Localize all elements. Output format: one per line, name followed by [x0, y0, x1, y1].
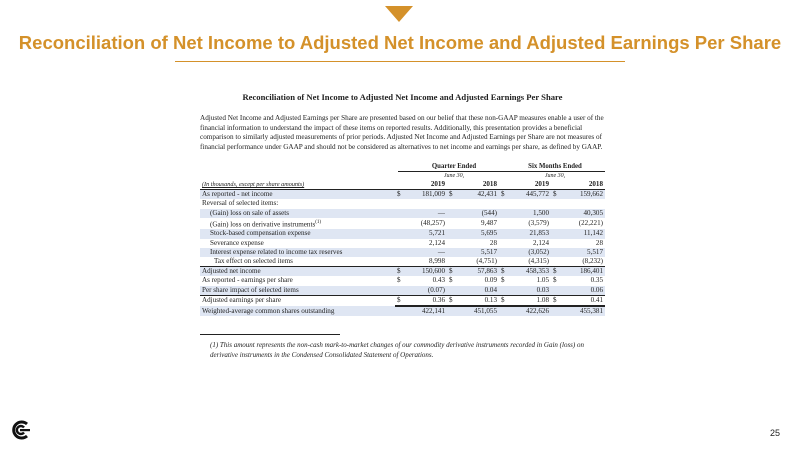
footnote: (1) This amount represents the non-cash mark-to-market changes of our commodity derivative instruments recorded in Gain (loss) on derivative instruments in the Condensed Consolidated Statement of Operations. — [210, 341, 584, 359]
cell-value: 5,517 — [560, 248, 605, 257]
currency-symbol — [395, 248, 404, 257]
period-sub: June 30, — [443, 173, 465, 179]
row-label-text: Weighted-average common shares outstanding — [202, 306, 335, 315]
table-row — [200, 248, 605, 257]
header-year: 2019 — [404, 180, 447, 190]
row-label — [200, 209, 395, 218]
cell-value: 0.41 — [560, 295, 605, 306]
cell-value: 5,721 — [404, 229, 447, 238]
currency-symbol: $ — [397, 276, 401, 285]
table-row — [200, 257, 605, 267]
table-row — [200, 286, 605, 296]
currency-symbol — [447, 209, 456, 218]
cell-value: (8,232) — [582, 256, 603, 265]
cell-value: (4,315) — [528, 256, 549, 265]
cell-value: 0.13 — [456, 295, 499, 306]
cell-value: 159,662 — [560, 190, 605, 200]
row-label — [200, 218, 395, 230]
cell-value: 181,009 — [404, 190, 447, 200]
cell-value: 2,124 — [533, 238, 549, 247]
currency-symbol: $ — [553, 276, 557, 285]
footnote-marker: (1) — [315, 219, 322, 225]
company-logo-icon — [11, 420, 31, 440]
row-label-text: Adjusted earnings per share — [202, 296, 281, 305]
row-label-text: Adjusted net income — [202, 267, 261, 276]
currency-symbol — [551, 229, 560, 238]
currency-symbol — [395, 229, 404, 238]
table-row — [200, 295, 605, 306]
currency-symbol: $ — [501, 276, 505, 285]
currency-symbol — [499, 306, 508, 316]
row-label — [200, 248, 395, 257]
cell-value: (0.07) — [404, 286, 447, 296]
currency-symbol — [447, 248, 456, 257]
currency-symbol: $ — [551, 295, 560, 306]
cell-value: 8,998 — [429, 256, 445, 265]
cell-value: (4,751) — [476, 256, 497, 265]
cell-value: 422,141 — [404, 306, 447, 316]
cell-value: (48,257) — [420, 218, 445, 227]
title-divider — [175, 61, 625, 62]
period-label: Six Months Ended — [505, 163, 605, 172]
cell-value: 451,055 — [456, 306, 499, 316]
row-label-text: Tax effect on selected items — [214, 256, 293, 265]
currency-symbol — [551, 239, 560, 248]
cell-value: 0.04 — [456, 286, 499, 296]
cell-value: 28 — [489, 238, 497, 247]
table-row — [200, 218, 605, 230]
currency-symbol: $ — [499, 295, 508, 306]
table-row — [200, 306, 605, 316]
table-row — [200, 209, 605, 218]
currency-symbol — [395, 199, 404, 208]
row-label — [200, 306, 395, 316]
table-header-row — [200, 180, 605, 190]
currency-symbol: $ — [395, 295, 404, 306]
currency-symbol — [499, 218, 508, 230]
currency-symbol — [551, 248, 560, 257]
currency-symbol: $ — [449, 276, 453, 285]
cell-value: 0.09 — [484, 276, 497, 285]
cell-value: 0.35 — [590, 276, 603, 285]
row-label-text: As reported - earnings per share — [202, 276, 293, 285]
cell-value: 11,142 — [560, 229, 605, 238]
header-year: 2018 — [456, 180, 499, 190]
cell-value: 0.06 — [560, 286, 605, 296]
row-label — [200, 199, 395, 208]
cell-value: 422,626 — [508, 306, 551, 316]
cell-value: 2,124 — [429, 238, 445, 247]
currency-symbol — [551, 218, 560, 230]
header-triangle-icon — [385, 6, 413, 22]
row-label-text: Stock-based compensation expense — [210, 229, 311, 238]
row-label — [200, 190, 395, 200]
currency-symbol: $ — [395, 267, 404, 277]
cell-value: 445,772 — [508, 190, 551, 200]
cell-value: 5,695 — [456, 229, 499, 238]
row-label-text: Per share impact of selected items — [202, 285, 299, 294]
cell-value: (22,221) — [578, 218, 603, 227]
row-label-text: Interest expense related to income tax reserves — [210, 247, 343, 256]
cell-value: 9,487 — [481, 218, 497, 227]
currency-symbol: $ — [551, 267, 560, 277]
cell-value: 42,431 — [456, 190, 499, 200]
currency-symbol: $ — [447, 295, 456, 306]
cell-value: (3,579) — [528, 218, 549, 227]
cell-value: 57,863 — [456, 267, 499, 277]
currency-symbol: $ — [447, 267, 456, 277]
header-units-label: (In thousands, except per share amounts) — [200, 180, 395, 190]
header-year: 2018 — [560, 180, 605, 190]
period-sub: June 30, — [544, 173, 566, 179]
document-paragraph: Adjusted Net Income and Adjusted Earnings per Share are presented based on our belief that these non-GAAP measures enable a user of the financial information to understand the impact of these items on reported results. Additionally, this presentation provides a beneficial comparison to similarly adjusted measurements of prior periods. Adjusted Net Income and Adjusted Earnings per Share are not measures of financial performance under GAAP and should not be considered as alternatives to net income and earnings per share, as defined by GAAP. — [200, 114, 604, 151]
currency-symbol: $ — [447, 190, 456, 200]
row-label — [200, 295, 395, 306]
currency-symbol — [447, 306, 456, 316]
currency-symbol: $ — [551, 190, 560, 200]
currency-symbol — [551, 257, 560, 267]
cell-value: 21,853 — [508, 229, 551, 238]
cell-value — [508, 199, 551, 208]
period-header-six-months — [505, 163, 605, 180]
document-excerpt — [200, 92, 605, 152]
row-label — [200, 267, 395, 277]
currency-symbol — [447, 229, 456, 238]
header-year: 2019 — [508, 180, 551, 190]
currency-symbol — [447, 218, 456, 230]
cell-value: 458,353 — [508, 267, 551, 277]
currency-symbol — [395, 306, 404, 316]
footnote-divider — [200, 334, 340, 335]
row-label-text: (Gain) loss on derivative instruments — [210, 220, 316, 229]
row-label — [200, 257, 395, 267]
currency-symbol: $ — [499, 190, 508, 200]
cell-value: — — [404, 209, 447, 218]
cell-value: 186,401 — [560, 267, 605, 277]
cell-value: 1,500 — [508, 209, 551, 218]
cell-value: 455,381 — [560, 306, 605, 316]
cell-value: 5,517 — [456, 248, 499, 257]
document-title: Reconciliation of Net Income to Adjusted Net Income and Adjusted Earnings Per Share — [242, 92, 563, 102]
reconciliation-table — [200, 180, 605, 316]
currency-symbol: $ — [395, 190, 404, 200]
table-row — [200, 276, 605, 285]
currency-symbol — [395, 218, 404, 230]
row-label — [200, 286, 395, 296]
row-label — [200, 239, 395, 248]
period-header-quarter — [398, 163, 510, 180]
row-label — [200, 229, 395, 238]
row-label-text: Reversal of selected items: — [202, 199, 279, 208]
cell-value: 1.05 — [536, 276, 549, 285]
cell-value: 40,305 — [560, 209, 605, 218]
currency-symbol — [551, 209, 560, 218]
cell-value: 0.03 — [508, 286, 551, 296]
cell-value: 28 — [595, 238, 603, 247]
cell-value: 0.36 — [404, 295, 447, 306]
table-row — [200, 267, 605, 277]
period-label: Quarter Ended — [398, 163, 510, 172]
currency-symbol — [447, 239, 456, 248]
cell-value: (544) — [456, 209, 499, 218]
currency-symbol — [447, 257, 456, 267]
cell-value: (3,052) — [508, 248, 551, 257]
row-label-text: As reported - net income — [202, 190, 273, 199]
currency-symbol — [499, 257, 508, 267]
page-number: 25 — [769, 428, 780, 438]
cell-value: — — [404, 248, 447, 257]
currency-symbol — [499, 209, 508, 218]
currency-symbol: $ — [499, 267, 508, 277]
table-body — [200, 180, 605, 316]
currency-symbol — [499, 248, 508, 257]
row-label-text: Severance expense — [210, 238, 264, 247]
currency-symbol — [499, 286, 508, 296]
currency-symbol — [551, 286, 560, 296]
table-row — [200, 239, 605, 248]
currency-symbol — [499, 229, 508, 238]
cell-value: 150,600 — [404, 267, 447, 277]
cell-value — [456, 199, 499, 208]
row-label — [200, 276, 395, 285]
cell-value — [404, 199, 447, 208]
currency-symbol — [447, 199, 456, 208]
currency-symbol — [395, 239, 404, 248]
currency-symbol — [551, 306, 560, 316]
currency-symbol — [447, 286, 456, 296]
table-row — [200, 229, 605, 238]
table-row — [200, 199, 605, 208]
cell-value — [560, 199, 605, 208]
currency-symbol — [395, 286, 404, 296]
table-row — [200, 190, 605, 200]
currency-symbol — [499, 199, 508, 208]
slide-title: Reconciliation of Net Income to Adjusted Net Income and Adjusted Earnings Per Share — [18, 32, 782, 53]
currency-symbol — [551, 199, 560, 208]
cell-value: 0.43 — [432, 276, 445, 285]
currency-symbol — [395, 209, 404, 218]
cell-value: 1.08 — [508, 295, 551, 306]
currency-symbol — [395, 257, 404, 267]
row-label-text: (Gain) loss on sale of assets — [210, 208, 290, 217]
currency-symbol — [499, 239, 508, 248]
